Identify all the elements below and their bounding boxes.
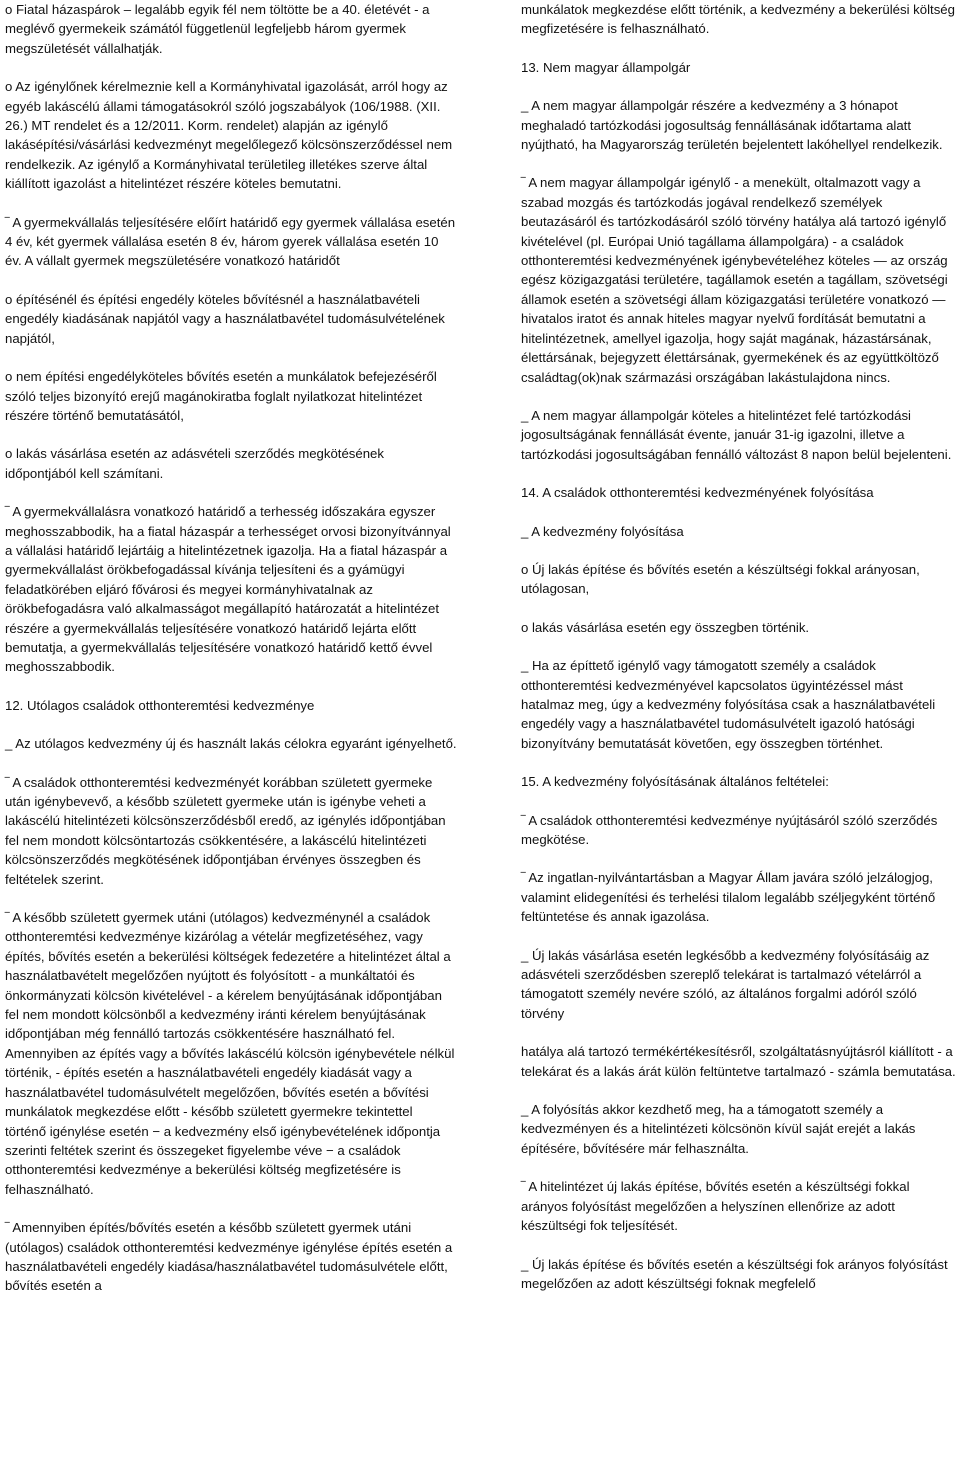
paragraph: o nem építési engedélyköteles bővítés esetén a munkálatok befejezéséről szóló teljes bizonyító erejű magánokiratba foglalt nyilatkozat hitelintézet részére történő bemutatásától, [5,369,437,423]
right-column [521,0,958,1293]
section-heading: 15. A kedvezmény folyósításának általános feltételei: [521,774,829,790]
paragraph: ‾ A nem magyar állampolgár igénylő - a menekült, oltalmazott vagy a szabad mozgás és tartózkodás jogával rendelkező személyek beutazásáról és tartózkodásáról szóló törvény hatálya alá tartozó igénylő kivételével (pl. Európai Unió tagállama állampolgára) - a családok otthonteremtési kedvezményének igénybevételéhez köteles — az ország egész közigazgatási területére, tagállamok esetén a tagállam, szövetségi államok esetén a szövetségi állam közigazgatási területére vonatkozó — hivatalos iratot és annak hiteles magyar nyelvű fordítását bemutatni a hitelintézetnek, amellyel igazolja, hogy saját magának, házastársának, élettársának, bejegyzett élettársának, gyermekének és az együttköltöző családtag(ok)nak származási országában lakástulajdona nincs. [521,175,948,385]
paragraph: o lakás vásárlása esetén az adásvételi szerződés megkötésének időpontjából kell számítani. [5,446,384,481]
paragraph: o Fiatal házaspárok – legalább egyik fél nem töltötte be a 40. életévét - a meglévő gyermekeik számától függetlenül legfeljebb három gyermek megszületését vállalhatják. [5,2,430,56]
paragraph: _ Új lakás építése és bővítés esetén a készültségi fok arányos folyósítást megelőzően az adott készültségi foknak megfelelő [521,1256,948,1291]
paragraph: o építésénél és építési engedély köteles bővítésnél a használatbavételi engedély kiadásának napjától vagy a használatbavétel tudomásulvételének napjától, [5,291,445,346]
paragraph: _ A nem magyar állampolgár részére a kedvezmény a 3 hónapot meghaladó tartózkodási jogosultság fennállásának időtartama alatt nyújtható, ha Magyarország területén bejelentett lakóhellyel rendelkezik. [521,98,943,153]
paragraph: ‾ A gyermekvállalásra vonatkozó határidő a terhesség időszakára egyszer meghosszabbodik, ha a fiatal házaspár a terhességet orvosi bizonyítvánnyal a vállalási határidő lejártáig a hitelintézetnek igazolja. Ha a fiatal házaspár a gyermekvállalást örökbefogadással kívánja teljesíteni és a gyámügyi feladatkörében eljáró fővárosi és megyei kormányhivatalnak az örökbefogadásra való alkalmasságot megállapító határozatát a hitelintézet részére a gyermekvállalás teljesítésére vonatkozó határidő lejárta előtt bemutatja, a gyermekvállalás teljesítésére vonatkozó határidő kettő évvel meghosszabbodik. [5,504,451,675]
left-column [5,0,457,1296]
section-heading: 12. Utólagos családok otthonteremtési kedvezménye [5,697,315,713]
paragraph: _ Az utólagos kedvezmény új és használt lakás célokra egyaránt igényelhető. [5,736,457,752]
paragraph: ‾ Az ingatlan-nyilvántartásban a Magyar Állam javára szóló jelzálogjog, valamint elidegenítési és terhelési tilalom legalább széljegyként történő feltüntetése és annak igazolása. [521,870,936,925]
paragraph: _ Új lakás vásárlása esetén legkésőbb a kedvezmény folyósításáig az adásvételi szerződésben szereplő telekárat is tartalmazó vételárról a támogatott személy nevére szóló, az általános forgalmi adóról szóló törvény [521,947,930,1021]
section-heading: 14. A családok otthonteremtési kedvezményének folyósítása [521,485,874,501]
paragraph: o Az igénylőnek kérelmeznie kell a Kormányhivatal igazolását, arról hogy az egyéb lakáscélú állami támogatásokról szóló jogszabályok (106/1988. (XII. 26.) MT rendelet és a 12/2011. Korm. rendelet) alapján az igénylő lakásépítési/vásárlási kedvezményt megelőlegező kölcsönszerződéssel nem rendelkezik. Az igénylő a Kormányhivatal területileg illetékes szerve által kiállított igazolást a hitelintézet részére köteles bemutatni. [5,79,453,192]
paragraph: ‾ A hitelintézet új lakás építése, bővítés esetén a készültségi fokkal arányos folyósítást megelőzően a helyszínen ellenőrize az adott készültségi fok teljesítését. [521,1179,910,1234]
paragraph: munkálatok megkezdése előtt történik, a kedvezmény a bekerülési költség megfizetésére is felhasználható. [521,2,955,37]
paragraph: ‾ A gyermekvállalás teljesítésére előírt határidő egy gyermek vállalása esetén 4 év, két gyermek vállalása esetén 8 év, három gyerek vállalása esetén 10 év. A vállalt gyermek megszületésére vonatkozó határidőt [5,214,456,269]
paragraph: o Új lakás építése és bővítés esetén a készültségi fokkal arányosan, utólagosan, [521,561,920,597]
paragraph: o lakás vásárlása esetén egy összegben történik. [521,619,810,635]
paragraph: _ Ha az építtető igénylő vagy támogatott személy a családok otthonteremtési kedvezményével kapcsolatos ügyintézéssel mást hatalmaz meg, úgy a kedvezmény folyósítása csak a használatbavételi engedély vagy a használatbavétel tudomásulvételt igazoló hatósági bizonyítvány bemutatását követően, egy összegben történhet. [521,658,936,751]
paragraph: ‾ A családok otthonteremtési kedvezménye nyújtásáról szóló szerződés megkötése. [521,812,938,847]
paragraph: _ A nem magyar állampolgár köteles a hitelintézet felé tartózkodási jogosultságának fennállását évente, január 31-ig igazolni, illetve a tartózkodási jogosultságában fennálló változást 8 napon belül bejelenteni. [521,407,952,462]
paragraph: _ A folyósítás akkor kezdhető meg, ha a támogatott személy a kedvezményen és a hitelintézeti kölcsönön kívül saját erejét a lakás építésére, bővítésére már felhasználta. [521,1102,916,1156]
paragraph: _ A kedvezmény folyósítása [521,523,684,539]
paragraph: hatálya alá tartozó termékértékesítésről, szolgáltatásnyújtásról kiállított - a telekárat és a lakás árát külön feltüntetve tartalmazó - számla bemutatása. [521,1044,956,1079]
paragraph: ‾ A később született gyermek utáni (utólagos) kedvezménynél a családok otthonteremtési kedvezménye kizárólag a vételár megfizetéséhez, vagy építés, bővítés esetén a bekerülési költségek fedezetére a hitelintézet által a használatbavételt megelőzően nyújtott és folyósított - a munkáltatói és önkormányzati kölcsön kivételével - a kérelem benyújtásának időpontjában fel nem mondott kölcsönből a kedvezmény iránti kérelem benyújtásának időpontjában még fennálló tartozás csökkentésére használható fel. Amennyiben az építés vagy a bővítés lakáscélú kölcsön igénybevétele nélkül történik, - építés esetén a használatbavételi engedély kiadását vagy a használatbavétel tudomásulvételt megelőzően, bővítés esetén a bővítési munkálatok megkezdése előtt - később született gyermekre tekintettel történő igénylése esetén − a kedvezmény első igénybevételének időpontja szerinti feltétek szerint és összegeket figyelembe véve − a családok otthonteremtési kedvezménye a bekerülési költség megfizetésére is felhasználható. [5,910,455,1197]
paragraph: ‾ Amennyiben építés/bővítés esetén a később született gyermek utáni (utólagos) családok otthonteremtési kedvezménye igénylése építés esetén a használatbavételi engedély kiadása/használatbavétel tudomásulvétele előtt, bővítés esetén a [5,1220,453,1294]
section-heading: 13. Nem magyar állampolgár [521,59,691,75]
paragraph: ‾ A családok otthonteremtési kedvezményét korábban született gyermeke után igénybevevő, a később született gyermeke után is igénybe veheti a lakáscélú hitelintézeti kölcsönszerződésből eredő, az igénylés időpontjában fel nem mondott kölcsöntartozás csökkentésére, a lakáscélú hitelintézeti kölcsönszerződés megkötésének időpontjában érvényes összegben és feltételek szerint. [5,774,446,887]
